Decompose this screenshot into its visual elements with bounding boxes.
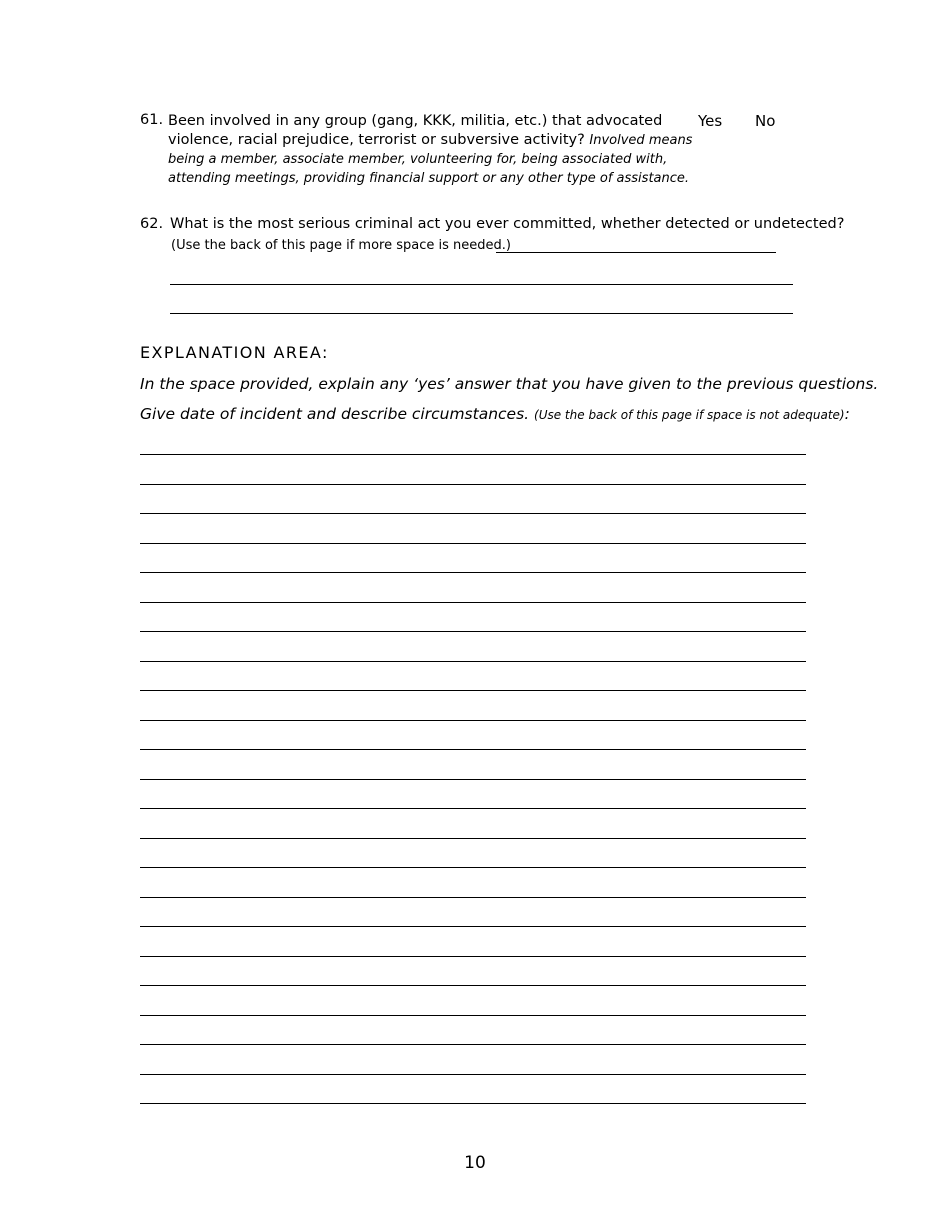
q62-answer-line-1[interactable] — [496, 252, 776, 253]
explanation-writing-line[interactable] — [140, 1103, 806, 1133]
explanation-writing-line[interactable] — [140, 1044, 806, 1074]
explanation-instruction-2-end: : — [844, 405, 850, 423]
explanation-writing-line[interactable] — [140, 749, 806, 779]
q61-line-2-main: violence, racial prejudice, terrorist or subversive activity? — [168, 132, 590, 148]
explanation-instruction-2-small: (Use the back of this page if space is not adequate) — [534, 408, 845, 422]
q62-answer-line-2[interactable] — [170, 284, 793, 285]
explanation-writing-line[interactable] — [140, 454, 806, 484]
explanation-writing-line[interactable] — [140, 956, 806, 986]
explanation-writing-area[interactable] — [140, 454, 806, 1133]
explanation-writing-line[interactable] — [140, 484, 806, 514]
q61-line-4: attending meetings, providing financial support or any other type of assistance. — [168, 171, 690, 186]
q62-number: 62. — [140, 216, 164, 232]
q61-yes-option[interactable]: Yes — [698, 112, 723, 130]
explanation-writing-line[interactable] — [140, 720, 806, 750]
explanation-instruction-2 — [140, 405, 850, 423]
explanation-writing-line[interactable] — [140, 1074, 806, 1104]
q61-number: 61. — [140, 112, 164, 128]
q62-answer-line-3[interactable] — [170, 313, 793, 314]
explanation-writing-line[interactable] — [140, 690, 806, 720]
explanation-writing-line[interactable] — [140, 1015, 806, 1045]
page-number: 10 — [464, 1153, 486, 1173]
explanation-writing-line[interactable] — [140, 631, 806, 661]
q61-line-2 — [168, 131, 693, 150]
explanation-writing-line[interactable] — [140, 513, 806, 543]
explanation-writing-line[interactable] — [140, 867, 806, 897]
q61-line-1: Been involved in any group (gang, KKK, militia, etc.) that advocated — [168, 113, 663, 129]
q62-question-text: What is the most serious criminal act you ever committed, whether detected or undetected? — [170, 216, 845, 232]
q61-question-text — [168, 112, 693, 188]
explanation-writing-line[interactable] — [140, 572, 806, 602]
q62-hint-text: (Use the back of this page if more space is needed.) — [171, 238, 511, 253]
explanation-writing-line[interactable] — [140, 661, 806, 691]
explanation-writing-line[interactable] — [140, 808, 806, 838]
explanation-instruction-2-main: Give date of incident and describe circumstances. — [140, 405, 535, 423]
q61-no-option[interactable]: No — [755, 112, 776, 130]
explanation-writing-line[interactable] — [140, 779, 806, 809]
q61-line-2-italic: Involved means — [589, 133, 693, 148]
explanation-writing-line[interactable] — [140, 602, 806, 632]
explanation-writing-line[interactable] — [140, 985, 806, 1015]
explanation-instruction-1: In the space provided, explain any ‘yes’ answer that you have given to the previous questions. — [140, 375, 879, 393]
explanation-writing-line[interactable] — [140, 926, 806, 956]
q61-line-3: being a member, associate member, volunteering for, being associated with, — [168, 152, 668, 167]
explanation-writing-line[interactable] — [140, 897, 806, 927]
explanation-writing-line[interactable] — [140, 838, 806, 868]
explanation-writing-line[interactable] — [140, 543, 806, 573]
explanation-heading: EXPLANATION AREA: — [140, 343, 329, 362]
